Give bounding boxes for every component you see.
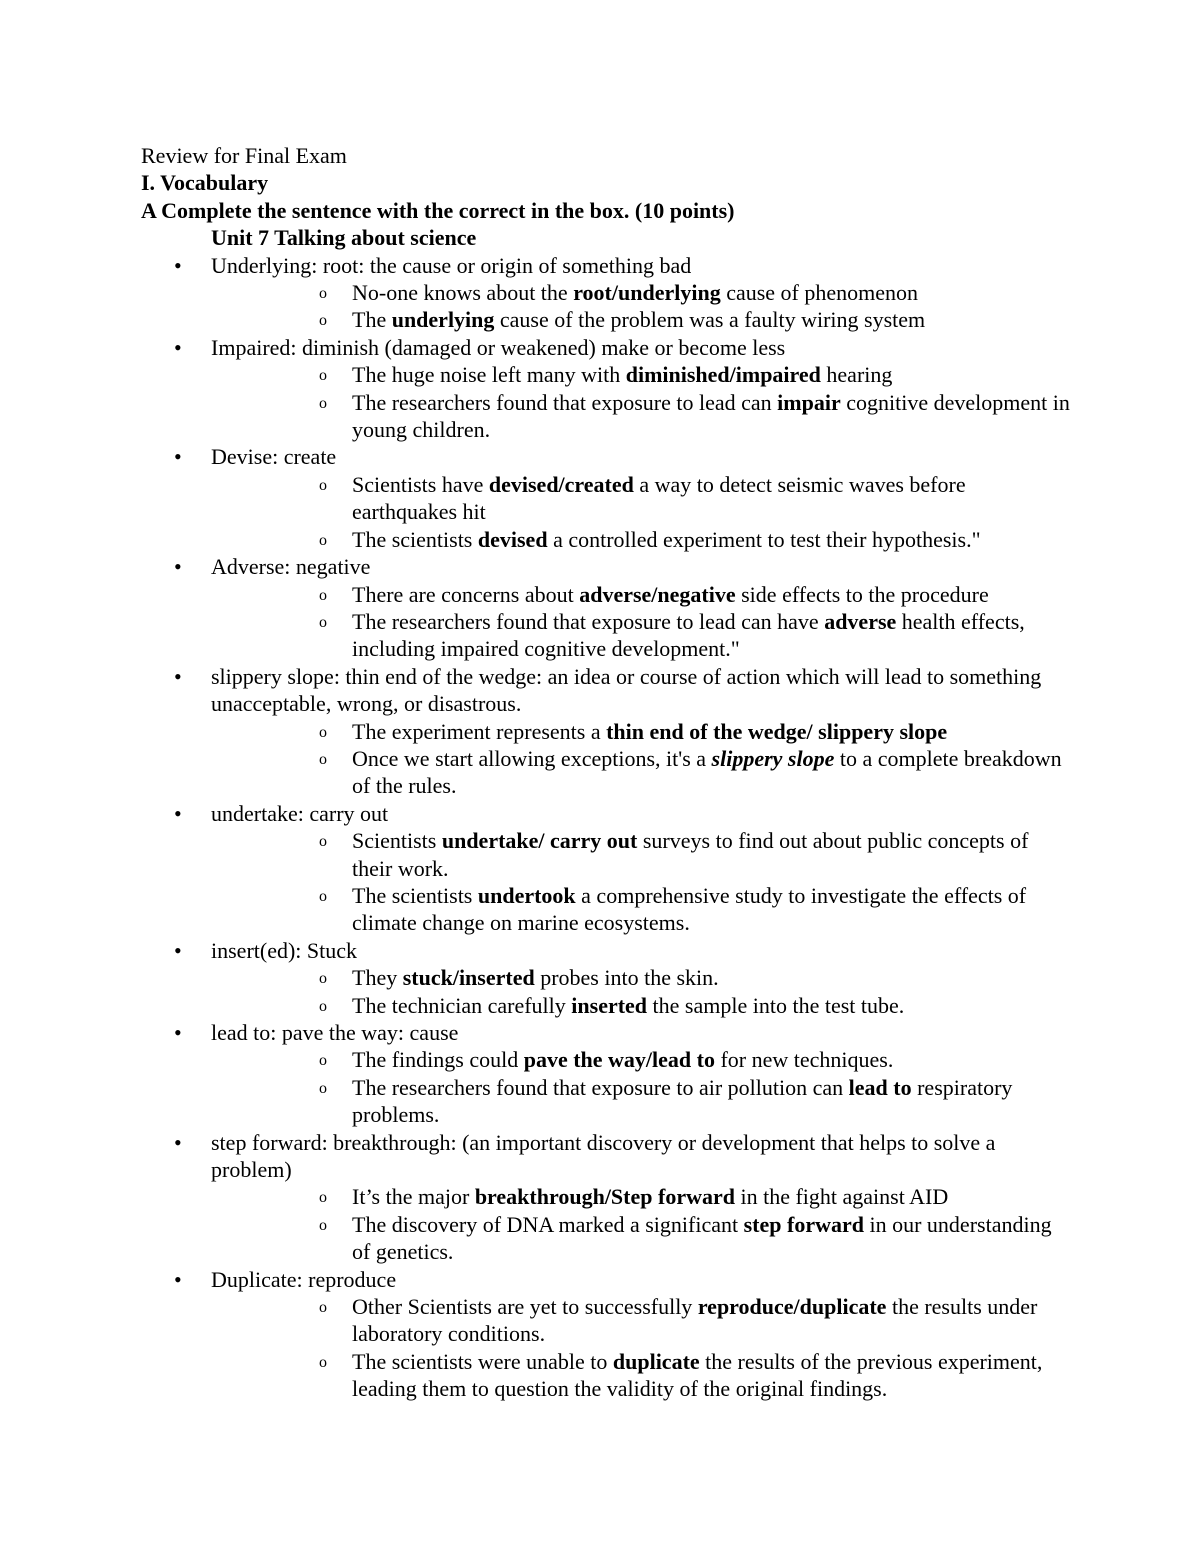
- example-sentence: [211, 526, 1071, 553]
- sentence-text: in our understanding of genetics.: [352, 1211, 1052, 1265]
- example-sentence: [211, 389, 1071, 444]
- vocabulary-entry: [141, 800, 1071, 937]
- sentence-text: the results under laboratory conditions.: [352, 1294, 1038, 1347]
- vocabulary-entry: [141, 937, 1071, 1019]
- example-sentence: [211, 718, 1071, 745]
- highlighted-term: undertook: [477, 882, 576, 908]
- vocabulary-list: [141, 252, 1071, 1403]
- sentence-text: The findings could: [352, 1047, 524, 1073]
- sub-bullet-icon: o: [319, 1189, 327, 1207]
- sentence-text: Scientists: [352, 828, 442, 854]
- example-sentence: [211, 992, 1071, 1019]
- sentence-text: The researchers found that exposure to air pollution can: [352, 1074, 849, 1100]
- sub-bullet-icon: o: [319, 887, 327, 905]
- vocabulary-entry: [141, 1129, 1071, 1266]
- highlighted-term: adverse: [824, 608, 897, 634]
- highlighted-term-wrapper: [712, 746, 835, 771]
- example-list: [211, 1046, 1071, 1128]
- sentence-text: cognitive development in young children.: [352, 389, 1070, 443]
- example-sentence: [211, 1293, 1071, 1348]
- highlighted-term: diminished/impaired: [625, 362, 821, 388]
- sub-bullet-icon: o: [319, 531, 327, 549]
- section-heading: I. Vocabulary: [141, 170, 269, 196]
- vocabulary-term: insert(ed): Stuck: [211, 937, 358, 963]
- example-sentence: [211, 1074, 1071, 1129]
- vocabulary-term: step forward: breakthrough: (an important discovery or development that helps to solve a problem): [211, 1129, 996, 1183]
- sub-bullet-icon: o: [319, 285, 327, 303]
- sentence-text: The huge noise left many with: [352, 362, 626, 388]
- sentence-text: The experiment represents a: [352, 718, 607, 744]
- example-sentence: [211, 827, 1071, 882]
- sentence-text: hearing: [820, 362, 893, 388]
- example-sentence: [211, 1046, 1071, 1073]
- sub-bullet-icon: o: [319, 970, 327, 988]
- sub-bullet-icon: o: [319, 723, 327, 741]
- bullet-icon: •: [174, 1020, 182, 1045]
- sentence-text: The scientists were unable to: [352, 1348, 613, 1374]
- sub-bullet-icon: o: [319, 394, 327, 412]
- highlighted-term: stuck/inserted: [402, 965, 535, 991]
- sub-bullet-icon: o: [319, 312, 327, 330]
- highlighted-term: lead to: [848, 1074, 912, 1100]
- sentence-text: side effects to the procedure: [735, 581, 989, 607]
- vocabulary-term: Devise: create: [211, 444, 337, 470]
- example-sentence: [211, 279, 1071, 306]
- sub-bullet-icon: o: [319, 476, 327, 494]
- document-title: Review for Final Exam: [141, 143, 347, 168]
- bullet-icon: •: [174, 554, 182, 580]
- vocabulary-entry: [141, 663, 1071, 800]
- example-sentence: [211, 745, 1071, 800]
- sentence-text: The researchers found that exposure to lead can have: [352, 608, 825, 634]
- vocabulary-entry: [141, 443, 1071, 553]
- sentence-text: the sample into the test tube.: [647, 992, 905, 1018]
- example-list: [211, 827, 1071, 937]
- example-sentence: [211, 1183, 1071, 1210]
- sentence-text: The discovery of DNA marked a significant: [352, 1211, 744, 1237]
- sub-bullet-icon: o: [319, 997, 327, 1015]
- example-list: [211, 581, 1071, 663]
- bullet-icon: •: [174, 937, 182, 963]
- example-list: [211, 471, 1071, 553]
- example-sentence: [211, 361, 1071, 388]
- sentence-text: for new techniques.: [714, 1047, 894, 1073]
- sentence-text: a comprehensive study to investigate the effects of climate change on marine ecosystems.: [352, 882, 1027, 936]
- highlighted-term: devised: [477, 526, 548, 552]
- bullet-icon: •: [174, 800, 182, 826]
- bullet-icon: •: [174, 663, 182, 689]
- sentence-text: The technician carefully: [352, 992, 572, 1018]
- bullet-icon: •: [174, 1129, 182, 1155]
- sentence-text: The researchers found that exposure to lead can: [352, 389, 778, 415]
- highlighted-term: breakthrough/Step forward: [474, 1184, 735, 1210]
- sentence-text: The: [352, 307, 392, 333]
- example-list: [211, 361, 1071, 443]
- sub-bullet-icon: o: [319, 586, 327, 604]
- vocabulary-entry: [141, 553, 1071, 663]
- sentence-text: to a complete breakdown of the rules.: [352, 745, 1062, 799]
- example-sentence: [211, 581, 1071, 608]
- highlighted-term: thin end of the wedge/ slippery slope: [606, 718, 948, 744]
- sub-bullet-icon: o: [319, 613, 327, 631]
- sentence-text: a controlled experiment to test their hypothesis.": [547, 526, 981, 552]
- sentence-text: There are concerns about: [352, 581, 580, 607]
- bullet-icon: •: [174, 252, 182, 278]
- highlighted-term: devised/created: [488, 471, 634, 497]
- instruction-text: A Complete the sentence with the correct in the box. (10 points): [141, 197, 735, 223]
- vocabulary-term: undertake: carry out: [211, 800, 389, 826]
- vocabulary-term: Underlying: root: the cause or origin of something bad: [211, 252, 692, 278]
- bullet-icon: •: [174, 334, 182, 360]
- sub-bullet-icon: o: [319, 367, 327, 385]
- vocabulary-entry: [141, 1019, 1071, 1129]
- highlighted-term: slippery slope: [711, 745, 835, 771]
- highlighted-term: adverse/negative: [579, 581, 736, 607]
- vocabulary-term: Impaired: diminish (damaged or weakened) make or become less: [211, 334, 786, 360]
- example-list: [211, 1183, 1071, 1265]
- sentence-text: Other Scientists are yet to successfully: [352, 1294, 698, 1320]
- sentence-text: probes into the skin.: [534, 965, 719, 991]
- example-list: [211, 964, 1071, 1019]
- sentence-text: surveys to find out about public concepts of their work.: [352, 828, 1029, 881]
- bullet-icon: •: [174, 444, 182, 470]
- highlighted-term: reproduce/duplicate: [697, 1294, 887, 1320]
- sentence-text: the results of the previous experiment, leading them to question the validity of the original findings.: [352, 1348, 1043, 1402]
- highlighted-term: underlying: [391, 307, 495, 333]
- sentence-text: Once we start allowing exceptions, it's a: [352, 745, 712, 771]
- sentence-text: a way to detect seismic waves before earthquakes hit: [352, 471, 966, 525]
- example-sentence: [211, 964, 1071, 991]
- sub-bullet-icon: o: [319, 1353, 327, 1371]
- sentence-text: health effects, including impaired cognitive development.": [352, 608, 1025, 662]
- vocabulary-entry: [141, 334, 1071, 444]
- example-list: [211, 1293, 1071, 1403]
- vocabulary-entry: [141, 1266, 1071, 1403]
- highlighted-term: step forward: [743, 1211, 864, 1237]
- document-content: [141, 142, 1071, 1403]
- example-sentence: [211, 1211, 1071, 1266]
- sentence-text: respiratory problems.: [352, 1074, 1013, 1128]
- sentence-text: They: [352, 965, 403, 991]
- sentence-text: cause of the problem was a faulty wiring system: [494, 307, 926, 333]
- sub-bullet-icon: o: [319, 1052, 327, 1070]
- bullet-icon: •: [174, 1266, 182, 1292]
- example-sentence: [211, 306, 1071, 333]
- unit-heading: Unit 7 Talking about science: [211, 225, 477, 251]
- sub-bullet-icon: o: [319, 1216, 327, 1234]
- vocabulary-term: Duplicate: reproduce: [211, 1266, 397, 1292]
- example-sentence: [211, 1348, 1071, 1403]
- vocabulary-term: lead to: pave the way: cause: [211, 1020, 459, 1045]
- example-list: [211, 718, 1071, 800]
- highlighted-term: pave the way/lead to: [523, 1047, 715, 1073]
- example-sentence: [211, 882, 1071, 937]
- sub-bullet-icon: o: [319, 750, 327, 768]
- highlighted-term: impair: [777, 389, 841, 415]
- sentence-text: The scientists: [352, 526, 478, 552]
- sentence-text: Scientists have: [352, 471, 489, 497]
- sentence-text: The scientists: [352, 882, 478, 908]
- example-sentence: [211, 471, 1071, 526]
- sentence-text: in the fight against AID: [734, 1184, 949, 1210]
- sub-bullet-icon: o: [319, 1299, 327, 1317]
- sub-bullet-icon: o: [319, 833, 327, 851]
- sentence-text: It’s the major: [352, 1184, 475, 1210]
- sentence-text: cause of phenomenon: [720, 280, 919, 306]
- sentence-text: No-one knows about the: [352, 280, 574, 306]
- sub-bullet-icon: o: [319, 1079, 327, 1097]
- highlighted-term: inserted: [571, 992, 648, 1018]
- highlighted-term: undertake/ carry out: [441, 828, 638, 854]
- vocabulary-entry: [141, 252, 1071, 334]
- highlighted-term: root/underlying: [573, 280, 721, 306]
- vocabulary-term: slippery slope: thin end of the wedge: an idea or course of action which will lead to something unacceptable, wrong, or disastrous.: [211, 663, 1042, 717]
- vocabulary-term: Adverse: negative: [211, 554, 371, 580]
- example-list: [211, 279, 1071, 334]
- highlighted-term: duplicate: [612, 1348, 700, 1374]
- example-sentence: [211, 608, 1071, 663]
